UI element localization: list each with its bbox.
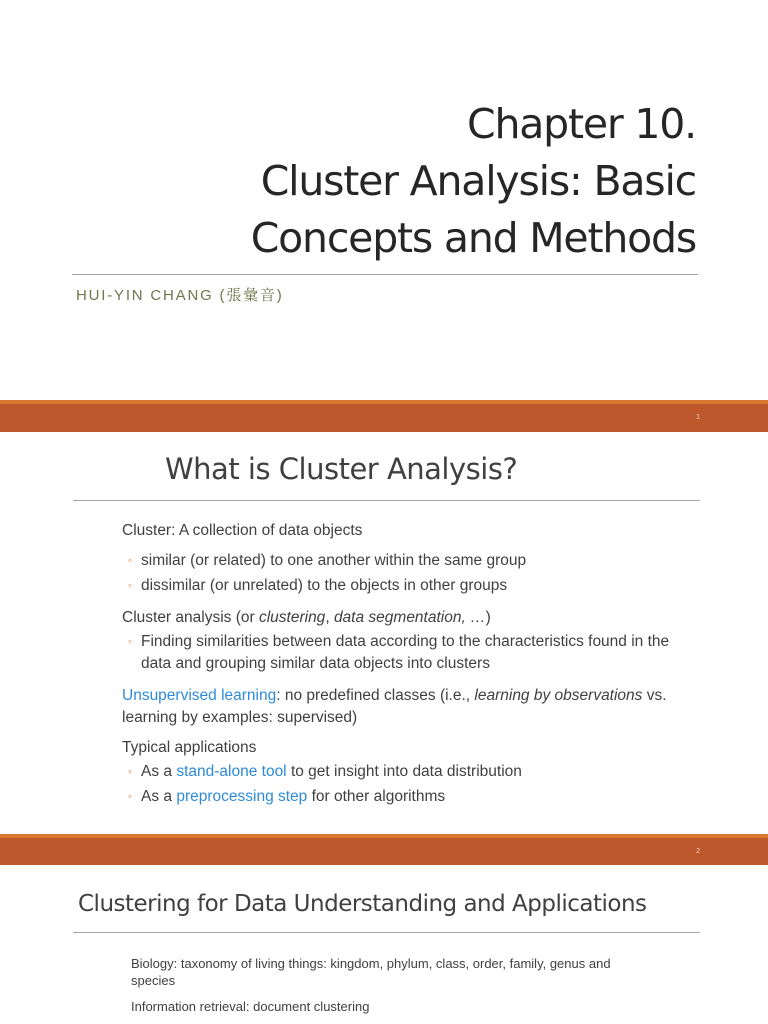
slide-title: Clustering for Data Understanding and Applications: [78, 891, 647, 917]
italic-text: learning by observations: [474, 687, 643, 704]
slide-separator-bar: [0, 400, 768, 432]
text: : no predefined classes (i.e.,: [276, 687, 475, 704]
text: for other algorithms: [307, 788, 446, 805]
content-slide-clustering-applications: [0, 865, 768, 1024]
text: vs. learning by examples: supervised): [122, 687, 667, 726]
sub-bullet: [122, 550, 682, 572]
slide-number: 1: [696, 414, 700, 421]
bullet-ring-icon: ◦: [128, 791, 132, 803]
bullet-ring-icon: ◦: [128, 766, 132, 778]
sub-bullet: [122, 631, 682, 675]
separator-stripe: [0, 400, 768, 404]
slide-number: 2: [696, 848, 700, 855]
text: ,: [325, 609, 334, 626]
bullet-cluster-analysis: [122, 607, 682, 629]
slide-body: [122, 520, 682, 811]
bullet-unsupervised-learning: [122, 685, 682, 729]
slide-body: [131, 955, 611, 1024]
bullet-ring-icon: ◦: [128, 555, 132, 567]
stand-alone-tool-link[interactable]: stand-alone tool: [176, 763, 287, 780]
title-line-1: Chapter 10.: [467, 100, 696, 148]
title-line-3: Concepts and Methods: [250, 214, 696, 262]
bullet-typical-applications: Typical applications: [122, 739, 257, 756]
author-name: HUI-YIN CHANG (張彙音): [76, 287, 284, 304]
text: ): [485, 609, 491, 626]
text: As a: [141, 763, 177, 780]
content-slide-what-is-cluster-analysis: [0, 432, 768, 834]
bullet-biology: Biology: taxonomy of living things: kingdom, phylum, class, order, family, genus and species: [131, 956, 611, 988]
italic-text: clustering: [258, 609, 326, 626]
sub-bullet-text: dissimilar (or unrelated) to the objects in other groups: [141, 577, 508, 594]
unsupervised-learning-link[interactable]: Unsupervised learning: [122, 687, 277, 704]
text: to get insight into data distribution: [286, 763, 522, 780]
sub-bullet-text: similar (or related) to one another within the same group: [141, 552, 527, 569]
slide-separator-bar: [0, 834, 768, 865]
title-slide: [0, 0, 768, 400]
preprocessing-step-link[interactable]: preprocessing step: [176, 788, 308, 805]
bullet-ring-icon: ◦: [128, 636, 132, 648]
sub-bullet: [122, 786, 682, 808]
bullet-ring-icon: ◦: [128, 580, 132, 592]
title-divider: [73, 500, 700, 501]
text: Cluster analysis (or: [122, 609, 259, 626]
bullet-cluster-definition: Cluster: A collection of data objects: [122, 522, 363, 539]
title-divider: [73, 932, 700, 933]
italic-text: data segmentation, …: [333, 609, 486, 626]
text: As a: [141, 788, 177, 805]
sub-bullet: [122, 761, 682, 783]
title-line-2: Cluster Analysis: Basic: [260, 157, 696, 205]
slide-title: What is Cluster Analysis?: [165, 452, 518, 486]
sub-bullet-text: Finding similarities between data according to the characteristics found in the data and grouping similar data objects into clusters: [141, 633, 670, 672]
title-divider: [72, 274, 698, 275]
separator-stripe: [0, 834, 768, 838]
bullet-information-retrieval: Information retrieval: document clustering: [131, 999, 370, 1014]
sub-bullet: [122, 575, 682, 597]
slide-title: [56, 96, 696, 267]
